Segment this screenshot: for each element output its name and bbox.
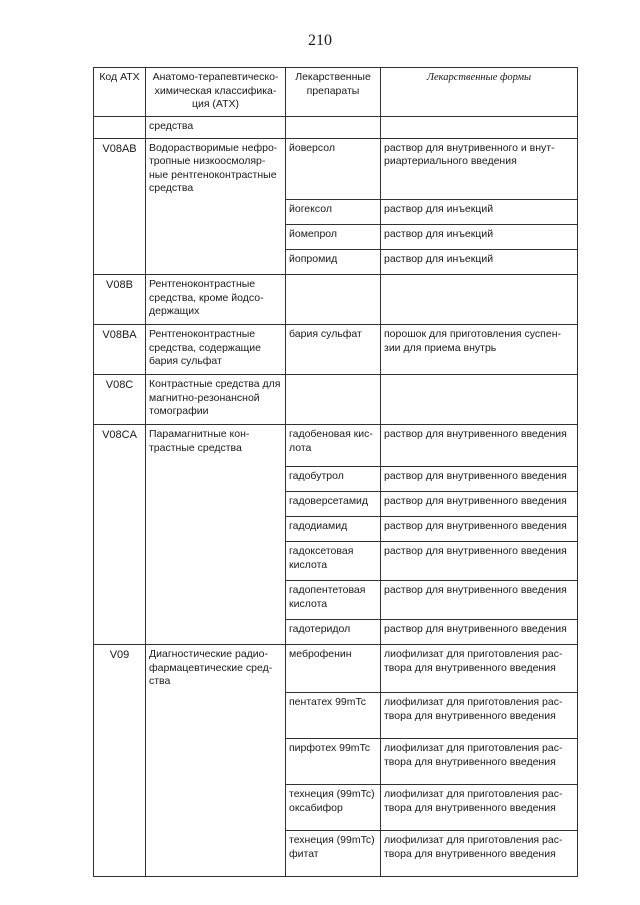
dosage-form-cell: раствор для внутривенного введения (381, 517, 578, 542)
classification-cell: Водорастворимые нефро-тропные низкоосмоляр-ные рентгеноконтрастные средства (146, 138, 286, 200)
atc-code-cell (94, 785, 146, 831)
atc-code-cell (94, 467, 146, 492)
dosage-form-cell: раствор для внутривенного введения (381, 492, 578, 517)
header-row (94, 68, 578, 117)
table-body (94, 116, 578, 877)
classification-cell (146, 225, 286, 250)
header-drugs: Лекарственные препараты (286, 68, 381, 117)
classification-cell (146, 492, 286, 517)
table-row (94, 200, 578, 225)
table-row (94, 739, 578, 785)
atc-code-cell: V08C (94, 375, 146, 425)
dosage-form-cell: раствор для внутривенного введения (381, 425, 578, 467)
table-row (94, 581, 578, 620)
continuation-row (94, 116, 578, 138)
atc-code-cell (94, 620, 146, 645)
table-row (94, 645, 578, 693)
classification-cell (146, 620, 286, 645)
dosage-form-cell: лиофилизат для приготовления рас-твора для внутривенного введения (381, 831, 578, 877)
atc-code-cell (94, 250, 146, 275)
atc-code-cell: V08B (94, 275, 146, 325)
drug-cell: йомепрол (286, 225, 381, 250)
drug-cell: гадопентетовая кислота (286, 581, 381, 620)
drug-cell: технеция (99mTc) оксабифор (286, 785, 381, 831)
table-row (94, 831, 578, 877)
dosage-form-cell: лиофилизат для приготовления рас-твора для внутривенного введения (381, 785, 578, 831)
classification-cell (146, 517, 286, 542)
classification-cell: Парамагнитные кон-трастные средства (146, 425, 286, 467)
atc-code-cell (94, 831, 146, 877)
dosage-form-cell: порошок для приготовления суспен-зии для приема внутрь (381, 325, 578, 375)
dosage-form-cell: раствор для внутривенного введения (381, 581, 578, 620)
classification-cell: Рентгеноконтрастные средства, содержащие бария сульфат (146, 325, 286, 375)
header-atc-code: Код АТХ (94, 68, 146, 117)
classification-cell (146, 739, 286, 785)
table-row (94, 225, 578, 250)
atc-code-cell (94, 542, 146, 581)
dosage-form-cell: раствор для инъекций (381, 225, 578, 250)
dosage-form-cell: раствор для инъекций (381, 250, 578, 275)
atc-code-cell (94, 492, 146, 517)
drug-cell: гадоверсетамид (286, 492, 381, 517)
header-dosage-forms: Лекарственные формы (381, 68, 578, 117)
drug-cell: пентатех 99mTc (286, 693, 381, 739)
table-row (94, 138, 578, 200)
atc-code-cell (94, 225, 146, 250)
table-row (94, 693, 578, 739)
drug-cell: пирфотех 99mTc (286, 739, 381, 785)
drug-cell: йогексол (286, 200, 381, 225)
classification-cell: Рентгеноконтрастные средства, кроме йодсо-держащих (146, 275, 286, 325)
table-row (94, 542, 578, 581)
dosage-form-cell: раствор для внутривенного введения (381, 542, 578, 581)
atc-code-cell: V08CA (94, 425, 146, 467)
drug-cell: йоверсол (286, 138, 381, 200)
dosage-form-cell: раствор для инъекций (381, 200, 578, 225)
drug-cell: бария сульфат (286, 325, 381, 375)
dosage-form-cell: лиофилизат для приготовления рас-твора для внутривенного введения (381, 645, 578, 693)
atc-code-cell: V08AB (94, 138, 146, 200)
drug-cell: гадотеридол (286, 620, 381, 645)
drug-cell: гадобутрол (286, 467, 381, 492)
table-row (94, 467, 578, 492)
page-number: 210 (308, 32, 332, 49)
atc-code-cell: V08BA (94, 325, 146, 375)
dosage-form-cell: лиофилизат для приготовления рас-твора для внутривенного введения (381, 693, 578, 739)
classification-cell (146, 693, 286, 739)
table-row (94, 785, 578, 831)
drug-cell: меброфенин (286, 645, 381, 693)
table-row (94, 375, 578, 425)
table-row (94, 250, 578, 275)
classification-cell (146, 250, 286, 275)
drug-cell: йопромид (286, 250, 381, 275)
classification-cell (146, 467, 286, 492)
atc-table (93, 67, 578, 877)
atc-code-cell (94, 517, 146, 542)
table-row (94, 325, 578, 375)
atc-code-cell: V09 (94, 645, 146, 693)
drug-cell (286, 275, 381, 325)
drug-cell (286, 375, 381, 425)
row-code (94, 116, 146, 138)
row-drug (286, 116, 381, 138)
table-row (94, 620, 578, 645)
row-classification: средства (146, 116, 286, 138)
dosage-form-cell (381, 275, 578, 325)
classification-cell (146, 785, 286, 831)
table-row (94, 275, 578, 325)
atc-code-cell (94, 693, 146, 739)
classification-cell (146, 200, 286, 225)
classification-cell (146, 831, 286, 877)
atc-code-cell (94, 581, 146, 620)
dosage-form-cell: раствор для внутривенного и внут-риартериального введения (381, 138, 578, 200)
drug-cell: гадодиамид (286, 517, 381, 542)
classification-cell (146, 581, 286, 620)
dosage-form-cell (381, 375, 578, 425)
row-form (381, 116, 578, 138)
drug-cell: гадоксетовая кислота (286, 542, 381, 581)
dosage-form-cell: раствор для внутривенного введения (381, 467, 578, 492)
atc-code-cell (94, 200, 146, 225)
classification-cell: Контрастные средства для магнитно-резонансной томографии (146, 375, 286, 425)
header-classification: Анатомо-терапевтическо-химическая классифика-ция (АТХ) (146, 68, 286, 117)
table-row (94, 517, 578, 542)
drug-cell: гадобеновая кис-лота (286, 425, 381, 467)
classification-cell: Диагностические радио-фармацевтические сред-ства (146, 645, 286, 693)
dosage-form-cell: раствор для внутривенного введения (381, 620, 578, 645)
table-row (94, 492, 578, 517)
atc-code-cell (94, 739, 146, 785)
dosage-form-cell: лиофилизат для приготовления рас-твора для внутривенного введения (381, 739, 578, 785)
drug-cell: технеция (99mTc) фитат (286, 831, 381, 877)
table-row (94, 425, 578, 467)
classification-cell (146, 542, 286, 581)
